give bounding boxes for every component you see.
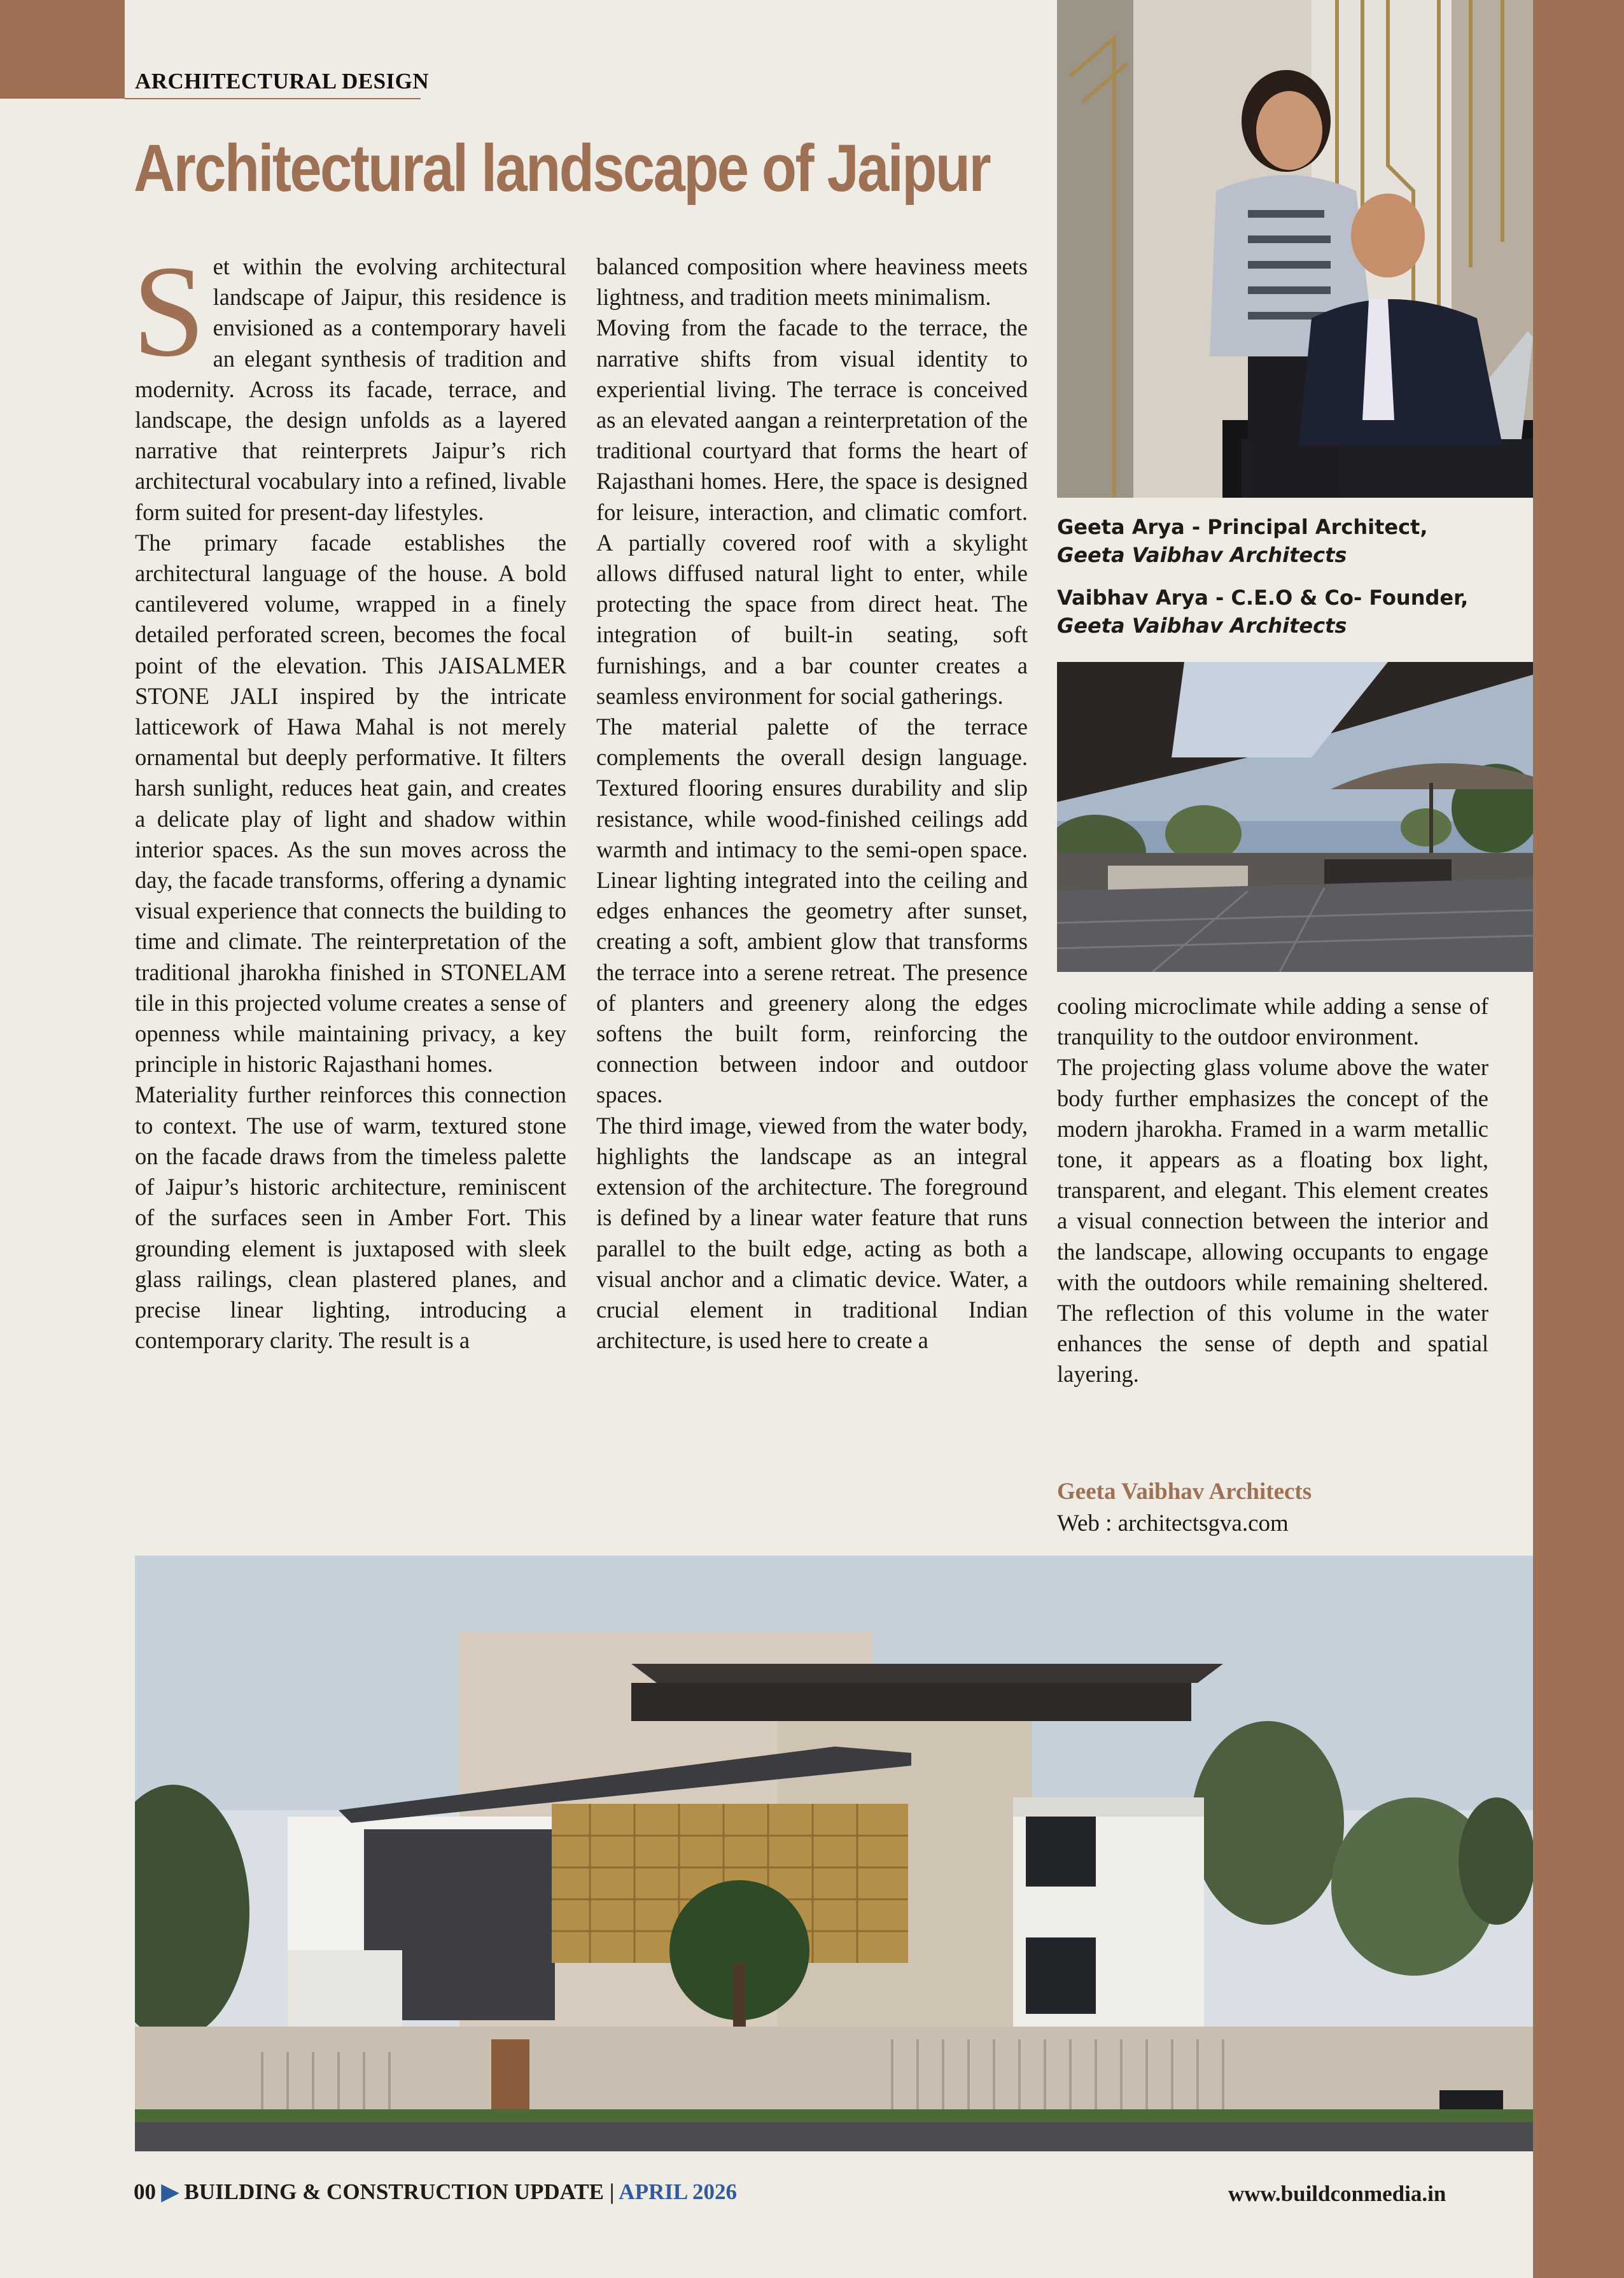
terrace-photo	[1057, 662, 1533, 972]
section-label: ARCHITECTURAL DESIGN	[135, 69, 430, 94]
drop-cap: S	[132, 238, 206, 384]
article-column-1	[132, 238, 567, 1356]
publication-name: BUILDING & CONSTRUCTION UPDATE	[184, 2179, 604, 2204]
article-column-3	[1057, 991, 1488, 1390]
paragraph: The primary facade establishes the architectural language of the house. A bold cantilevered volume, wrapped in a finely detailed perforated screen, becomes the focal point of the elevation. This JAISALMER STONE JALI inspired by the intricate latticework of Hawa Mahal is not merely ornamental but deeply performative. It filters harsh sunlight, reduces heat gain, and creates a delicate play of light and shadow within interior spaces. As the sun moves across the day, the facade transforms, offering a dynamic visual experience that connects the building to time and climate. The reinterpretation of the traditional jharokha finished in STONELAM tile in this projected volume creates a sense of openness while maintaining privacy, a key principle in historic Rajasthani homes.	[135, 529, 567, 1078]
issue-date: APRIL 2026	[619, 2179, 738, 2204]
paragraph: The third image, viewed from the water body, highlights the landscape as an integral extension of the architecture. The foreground is defined by a linear water feature that runs parallel to the built edge, acting as both a visual anchor and a climatic device. Water, a crucial element in traditional Indian architecture, is used here to create a	[596, 1112, 1028, 1354]
paragraph: Moving from the facade to the terrace, the narrative shifts from visual identity to experiential living. The terrace is conceived as an elevated aangan a reinterpretation of the traditional courtyard that forms the heart of Rajasthani homes. Here, the space is designed for leisure, interaction, and climatic comfort. A partially covered roof with a skylight allows diffused natural light to enter, while protecting the space from direct heat. The integration of built-in seating, soft furnishings, and a bar counter creates a seamless environment for social gatherings.	[596, 314, 1028, 709]
caption-principal-architect	[1057, 513, 1502, 569]
paragraph: The projecting glass volume above the water body further emphasizes the concept of the modern jharokha. Framed in a warm metallic tone, it appears as a floating box light, transparent, and elegant. This element creates a visual connection between the interior and the landscape, allowing occupants to engage with the outdoors while remaining sheltered. The reflection of this volume in the water enhances the sense of depth and spatial layering.	[1057, 1054, 1488, 1388]
article-headline: Architectural landscape of Jaipur	[134, 131, 990, 206]
firm-website: Web : architectsgva.com	[1057, 1510, 1289, 1536]
paragraph: The material palette of the terrace complements the overall design language. Textured flooring ensures durability and slip resistance, while wood-finished ceilings add warmth and intimacy to the semi-open space. Linear lighting integrated into the ceiling and edges enhances the geometry after sunset, creating a soft, ambient glow that transforms the terrace into a serene retreat. The presence of planters and greenery along the edges softens the built form, reinforcing the connection between indoor and outdoor spaces.	[596, 714, 1028, 1108]
paragraph: cooling microclimate while adding a sense of tranquility to the outdoor environment.	[1057, 993, 1488, 1050]
paragraph: et within the evolving architectural landscape of Jaipur, this residence is envisioned as a contemporary haveli an elegant synthesis of tradition and modernity. Across its facade, terrace, and landscape, the design unfolds as a layered narrative that reinterprets Jaipur’s rich architectural vocabulary into a refined, livable form suited for present-day lifestyles.	[135, 253, 566, 525]
section-underline	[125, 98, 421, 99]
corner-color-tab	[0, 0, 125, 99]
right-color-strip	[1533, 0, 1624, 2278]
residence-exterior-photo	[135, 1556, 1533, 2151]
caption-name: Vaibhav Arya - C.E.O & Co- Founder,	[1057, 586, 1469, 610]
footer-publication	[134, 2179, 737, 2205]
footer-separator: |	[609, 2179, 615, 2204]
paragraph: Materiality further reinforces this connection to context. The use of warm, textured stone on the facade draws from the timeless palette of Jaipur’s historic architecture, reminiscent of the surfaces seen in Amber Fort. This grounding element is juxtaposed with sleek glass railings, clean plastered planes, and precise linear lighting, introducing a contemporary clarity. The result is a	[135, 1081, 566, 1354]
paragraph: balanced composition where heaviness meets lightness, and tradition meets minimalism.	[596, 253, 1028, 311]
caption-name: Geeta Arya - Principal Architect,	[1057, 515, 1428, 539]
footer-website: www.buildconmedia.in	[1228, 2181, 1446, 2206]
page-number: 00	[134, 2179, 156, 2204]
caption-org: Geeta Vaibhav Architects	[1057, 614, 1347, 638]
arrow-icon: ▶	[161, 2179, 179, 2204]
architects-portrait-photo	[1057, 0, 1533, 498]
caption-org: Geeta Vaibhav Architects	[1057, 543, 1347, 567]
firm-credit: Geeta Vaibhav Architects	[1057, 1479, 1312, 1505]
article-column-2	[596, 251, 1028, 1356]
caption-ceo	[1057, 584, 1502, 640]
